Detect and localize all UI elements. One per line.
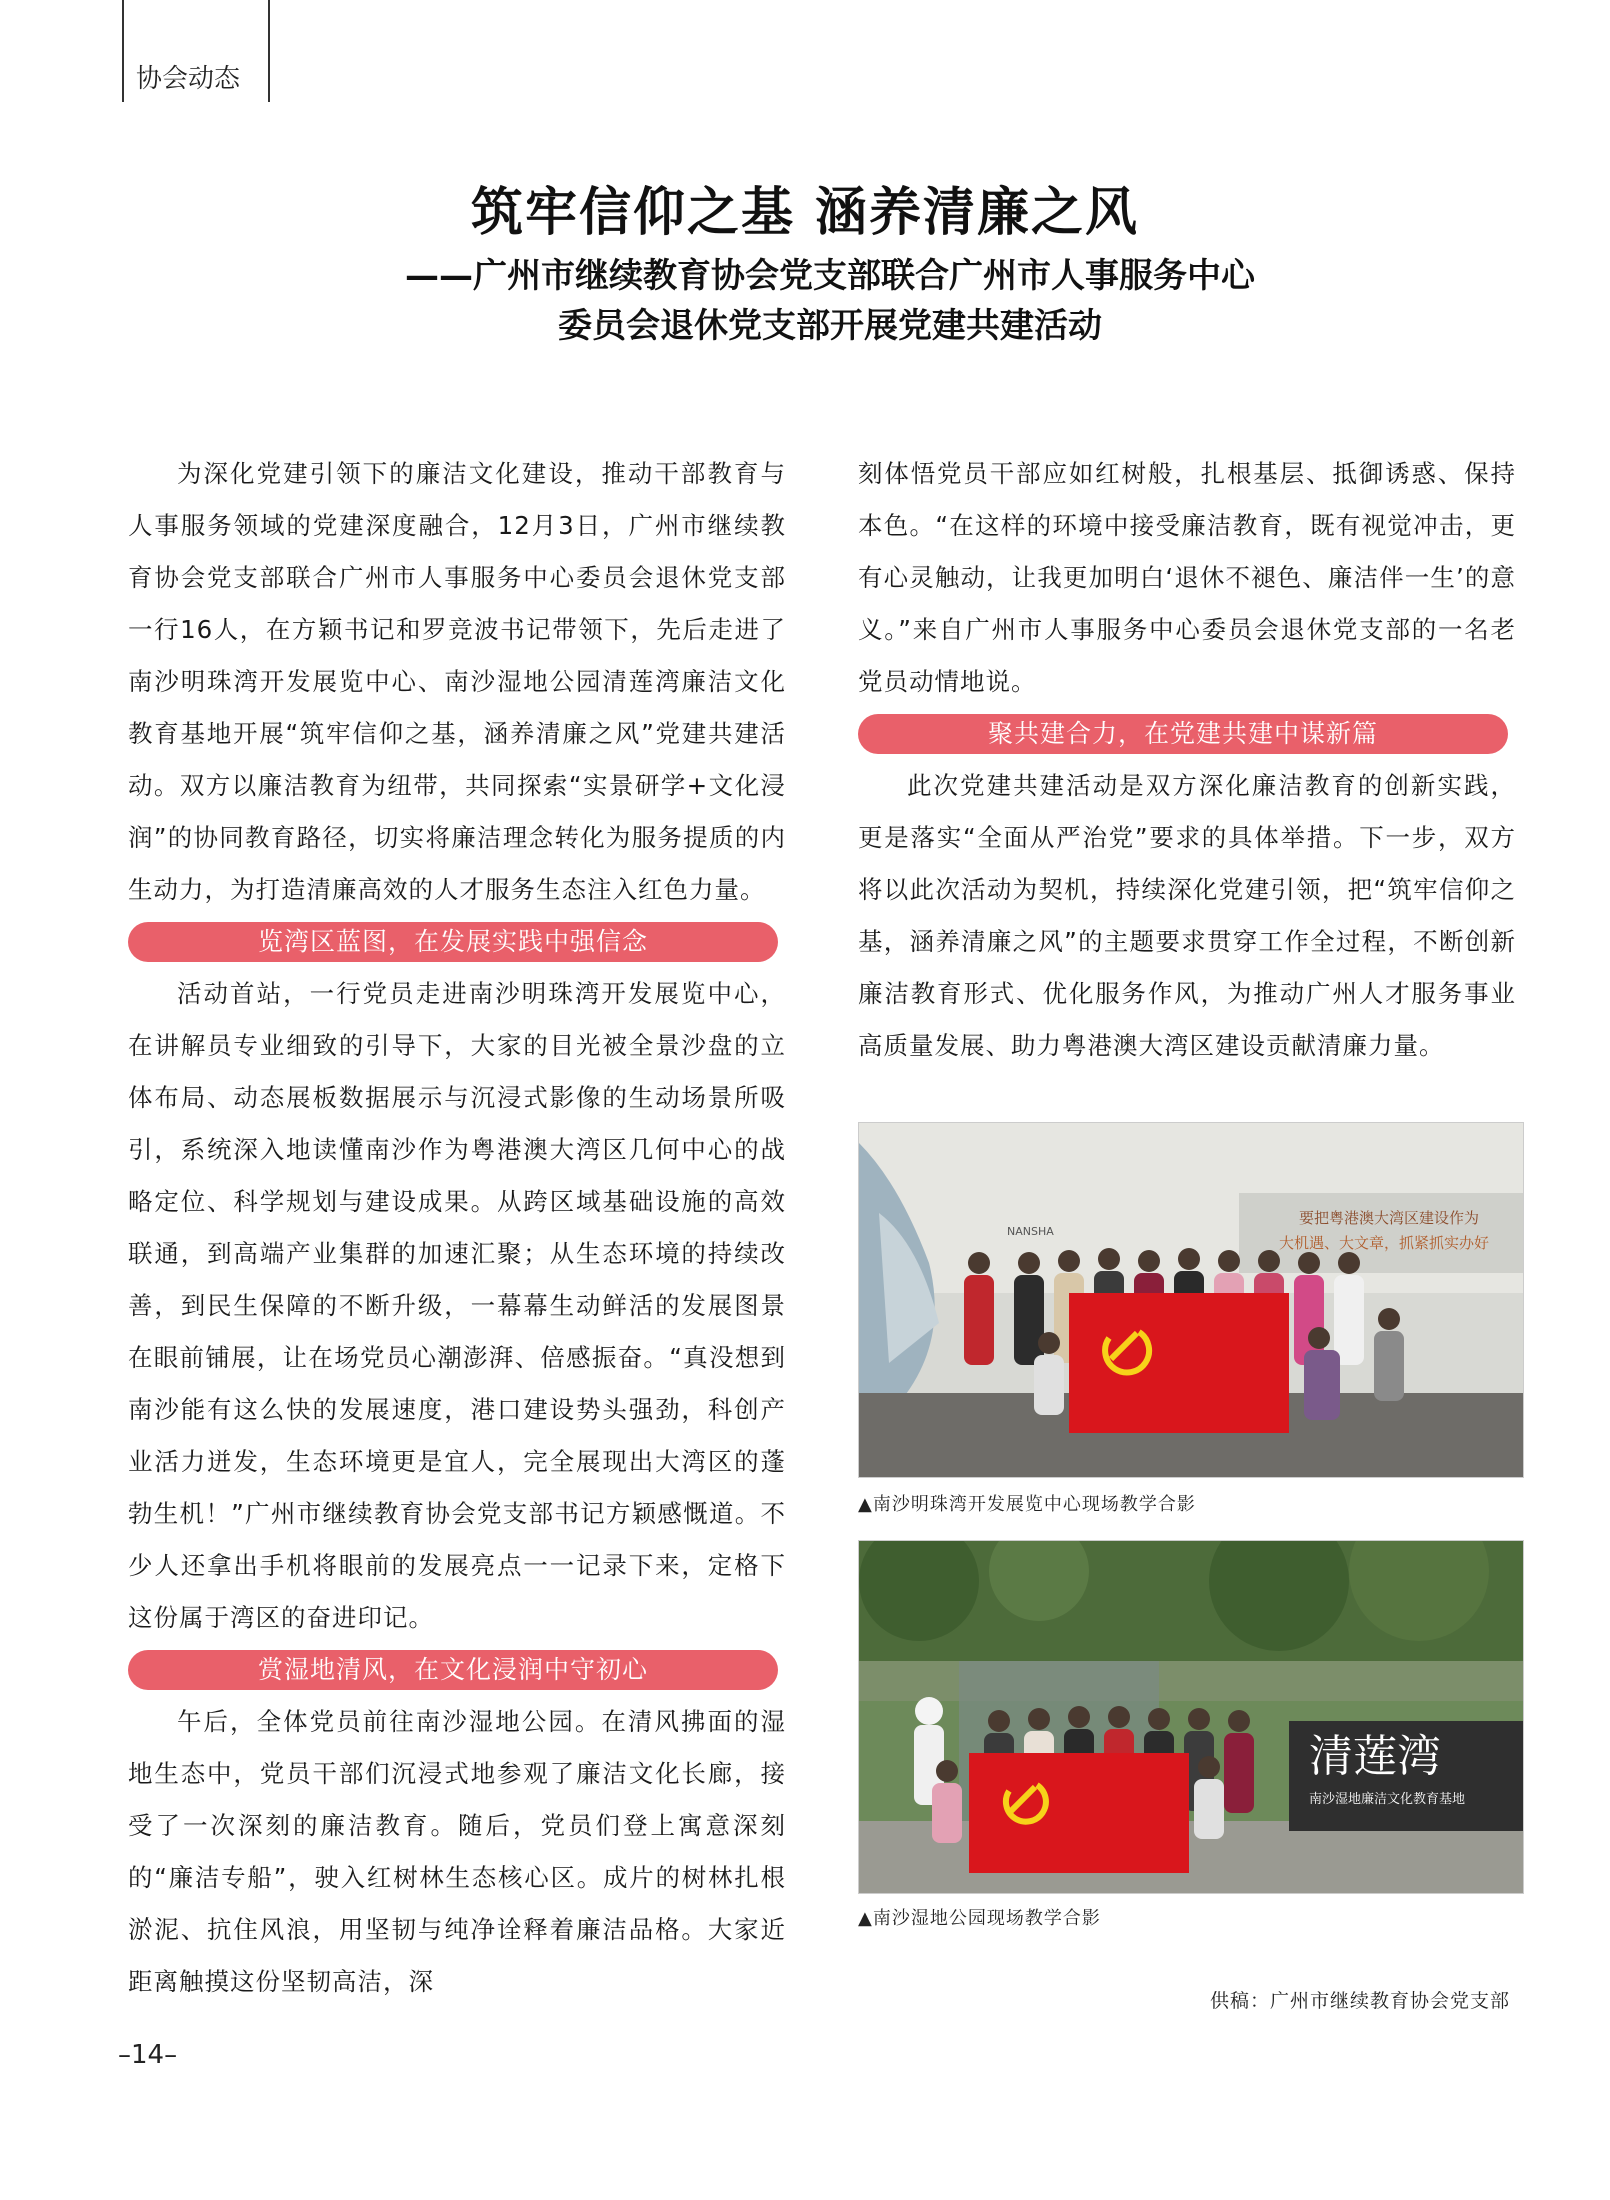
credit-line: 供稿：广州市继续教育协会党支部 xyxy=(1209,1990,1510,2012)
sign-subtitle: 南沙湿地廉洁文化教育基地 xyxy=(1309,1792,1466,1807)
photo-wetland-park xyxy=(858,1540,1524,1894)
section-label: 协会动态 xyxy=(136,64,241,94)
photo1-caption: ▲南沙明珠湾开发展览中心现场教学合影 xyxy=(858,1494,1196,1515)
section3-paragraph: 此次党建共建活动是双方深化廉洁教育的创新实践，更是落实“全面从严治党”要求的具体举措。下一步，双方将以此次活动为契机，持续深化党建引领，把“筑牢信仰之基，涵养清廉之风”的主题要求贯穿工作全过程，不断创新廉洁教育形式、优化服务作风，为推动广州人才服务事业高质量发展、助力粤港澳大湾区建设贡献清廉力量。 xyxy=(858,771,1516,1060)
section-tag xyxy=(122,0,270,102)
sign-title: 清莲湾 xyxy=(1309,1731,1441,1782)
section1-paragraph: 活动首站，一行党员走进南沙明珠湾开发展览中心，在讲解员专业细致的引导下，大家的目光被全景沙盘的立体布局、动态展板数据展示与沉浸式影像的生动场景所吸引，系统深入地读懂南沙作为粤港澳大湾区几何中心的战略定位、科学规划与建设成果。从跨区域基础设施的高效联通，到高端产业集群的加速汇聚；从生态环境的持续改善，到民生保障的不断升级，一幕幕生动鲜活的发展图景在眼前铺展，让在场党员心潮澎湃、倍感振奋。“真没想到南沙能有这么快的发展速度，港口建设势头强劲，科创产业活力迸发，生态环境更是宜人，完全展现出大湾区的蓬勃生机！”广州市继续教育协会党支部书记方颖感慨道。不少人还拿出手机将眼前的发展亮点一一记录下来，定格下这份属于湾区的奋进印记。 xyxy=(128,979,786,1632)
intro-paragraph: 为深化党建引领下的廉洁文化建设，推动干部教育与人事服务领域的党建深度融合，12月3日，广州市继续教育协会党支部联合广州市人事服务中心委员会退休党支部一行16人，在方颖书记和罗竞波书记带领下，先后走进了南沙明珠湾开发展览中心、南沙湿地公园清莲湾廉洁文化教育基地开展“筑牢信仰之基，涵养清廉之风”党建共建活动。双方以廉洁教育为纽带，共同探索“实景研学+文化浸润”的协同教育路径，切实将廉洁理念转化为服务提质的内生动力，为打造清廉高效的人才服务生态注入红色力量。 xyxy=(128,459,786,904)
section2-heading: 赏湿地清风，在文化浸润中守初心 xyxy=(128,1650,778,1690)
right-column xyxy=(858,448,1516,1072)
party-flag xyxy=(1069,1293,1289,1433)
section3-heading: 聚共建合力，在党建共建中谋新篇 xyxy=(858,714,1508,754)
article-subtitle-line2: 委员会退休党支部开展党建共建活动 xyxy=(558,306,1102,346)
party-flag xyxy=(969,1753,1189,1873)
photo-exhibition-illustration xyxy=(859,1123,1523,1477)
wall-slogan-line2: 大机遇、大文章，抓紧抓实办好 xyxy=(1279,1234,1490,1252)
wall-brand: NANSHA xyxy=(1007,1225,1054,1238)
article-title: 筑牢信仰之基 涵养清廉之风 xyxy=(470,183,1140,243)
section1-heading: 览湾区蓝图，在发展实践中强信念 xyxy=(128,922,778,962)
wall-slogan-line1: 要把粤港澳大湾区建设作为 xyxy=(1299,1209,1480,1227)
photo2-caption: ▲南沙湿地公园现场教学合影 xyxy=(858,1908,1101,1929)
photo-exhibition-center xyxy=(858,1122,1524,1478)
article-subtitle-line1: ——广州市继续教育协会党支部联合广州市人事服务中心 xyxy=(405,256,1255,296)
page-number: –14– xyxy=(118,2040,178,2070)
section2-paragraph-right: 刻体悟党员干部应如红树般，扎根基层、抵御诱惑、保持本色。“在这样的环境中接受廉洁教育，既有视觉冲击，更有心灵触动，让我更加明白‘退休不褪色、廉洁伴一生’的意义。”来自广州市人事服务中心委员会退休党支部的一名老党员动情地说。 xyxy=(858,459,1516,696)
section2-paragraph-left: 午后，全体党员前往南沙湿地公园。在清风拂面的湿地生态中，党员干部们沉浸式地参观了廉洁文化长廊，接受了一次深刻的廉洁教育。随后，党员们登上寓意深刻的“廉洁专船”，驶入红树林生态核心区。成片的树林扎根淤泥、抗住风浪，用坚韧与纯净诠释着廉洁品格。大家近距离触摸这份坚韧高洁，深 xyxy=(128,1707,786,1996)
photo-wetland-illustration xyxy=(859,1541,1523,1893)
left-column xyxy=(128,448,786,2008)
